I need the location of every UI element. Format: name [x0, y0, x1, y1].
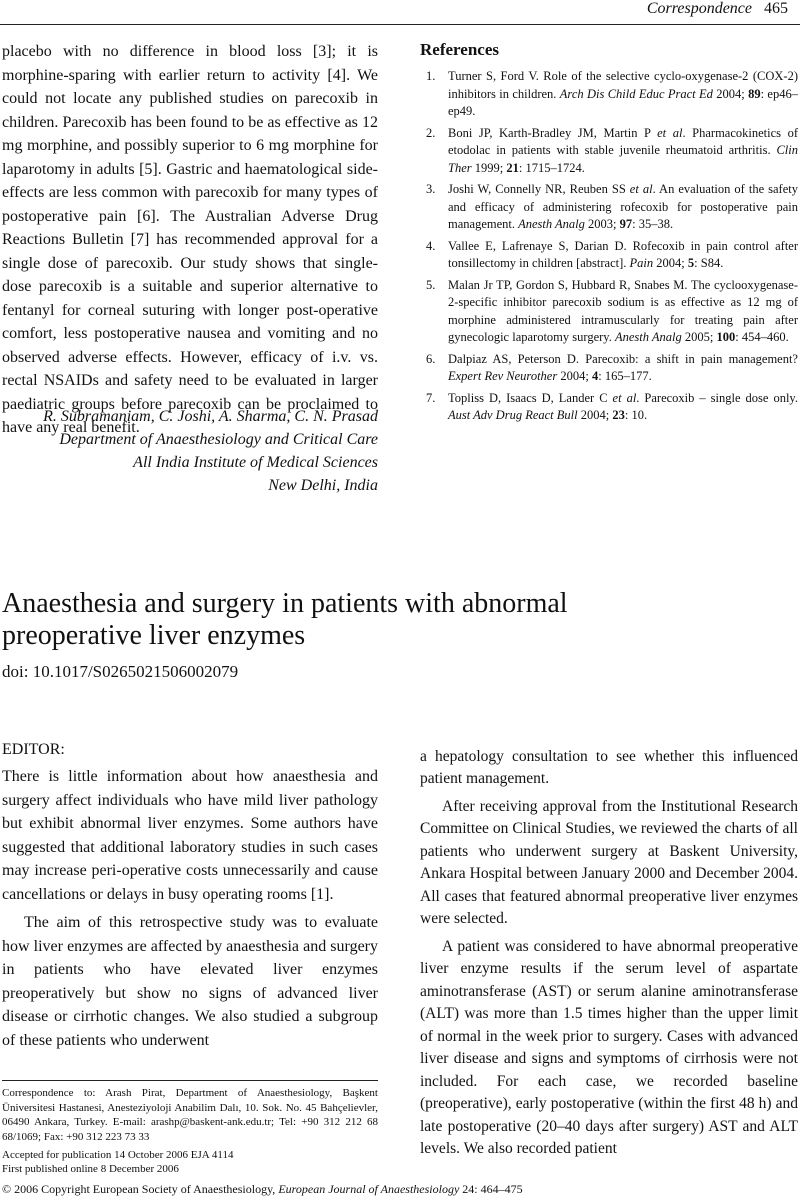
author-names: R. Subramaniam, C. Joshi, A. Sharma, C. N. Prasad [43, 408, 378, 425]
reference-item: 7. Topliss D, Isaacs D, Lander C et al. Parecoxib – single dose only. Aust Adv Drug React Bull 2004; 23: 10. [426, 390, 798, 422]
right-column-body [420, 746, 798, 1160]
references-list [420, 68, 798, 425]
running-header [647, 0, 788, 18]
section-name: Correspondence [646, 0, 752, 17]
body-paragraph: A patient was considered to have abnormal preoperative liver enzyme results if the serum level of aspartate aminotransferase (AST) or serum alanine aminotransferase (ALT) was more than 1.5 times higher than the upper limit of normal in the week prior to surgery. Cases with advanced liver disease and signs and symptoms of cirrhosis were not included. For each case, we recorded baseline (preoperative), early postoperative (within the first 48 h) and late postoperative (20–40 days after surgery) AST and ALT levels. We also recorded patient [420, 937, 798, 1157]
editor-salutation: EDITOR: [2, 741, 65, 758]
affiliation-dept: Department of Anaesthesiology and Critical Care [59, 431, 378, 448]
affiliation-inst: All India Institute of Medical Sciences [133, 454, 378, 471]
copyright-footer: © 2006 Copyright European Society of Anaesthesiology, European Journal of Anaesthesiology 24: 464–475 [2, 1182, 523, 1196]
header-rule [0, 24, 800, 25]
left-column-top [2, 40, 378, 440]
references-title: References [420, 40, 499, 59]
page-number: 465 [764, 0, 788, 17]
reference-item: 1. Turner S, Ford V. Role of the selective cyclo-oxygenase-2 (COX-2) inhibitors in children. Arch Dis Child Educ Pract Ed 2004; 89: ep46–ep49. [426, 69, 798, 118]
reference-item: 4. Vallee E, Lafrenaye S, Darian D. Rofecoxib in pain control after tonsillectomy in children [abstract]. Pain 2004; 5: S84. [426, 238, 798, 270]
reference-item: 2. Boni JP, Karth-Bradley JM, Martin P et al. Pharmacokinetics of etodolac in patients with stable juvenile rheumatoid arthritis. Clin Ther 1999; 21: 1715–1724. [426, 125, 799, 175]
left-column-body [2, 765, 378, 1052]
body-paragraph: a hepatology consultation to see whether this influenced patient management. [420, 748, 798, 788]
accepted-date: Accepted for publication 14 October 2006 EJA 4114 [2, 1149, 234, 1161]
footnote-rule [2, 1080, 378, 1081]
article-title: Anaesthesia and surgery in patients with abnormal preoperative liver enzymes [2, 588, 568, 651]
reference-item: 6. Dalpiaz AS, Peterson D. Parecoxib: a shift in pain management? Expert Rev Neurother 2004; 4: 165–177. [426, 351, 798, 383]
body-paragraph: There is little information about how anaesthesia and surgery affect individuals who have mild liver pathology but exhibit abnormal liver enzymes. Some authors have suggested that additional laboratory studies in such cases may increase peri-operative costs unnecessarily and cause cancellations or delays in busy operating rooms [1]. [2, 768, 378, 903]
correspondence-note: Correspondence to: Arash Pirat, Department of Anaesthesiology, Başkent Üniversitesi Hastanesi, Anesteziyoloji Anabilim Dalı, 10. Sok. No. 45 Bahçelievler, 06490 Ankara, Turkey. E-mail: arashp@baskent-ank.edu.tr; Tel: +90 312 212 68 68/1069; Fax: +90 312 223 73 33 [2, 1087, 378, 1143]
body-paragraph: After receiving approval from the Institutional Research Committee on Clinical Studies, we reviewed the charts of all patients who underwent surgery at Baskent University, Ankara Hospital between January 2000 and December 2004. All cases that featured abnormal preoperative liver enzymes were selected. [420, 797, 798, 928]
article-doi: doi: 10.1017/S0265021506002079 [2, 662, 239, 681]
reference-item: 3. Joshi W, Connelly NR, Reuben SS et al. An evaluation of the safety and efficacy of administering rofecoxib for postoperative pain management. Anesth Analg 2003; 97: 35–38. [426, 182, 798, 231]
affiliation-city: New Delhi, India [268, 477, 378, 494]
references-section [420, 40, 798, 429]
published-date: First published online 8 December 2006 [2, 1163, 179, 1175]
reference-item: 5. Malan Jr TP, Gordon S, Hubbard R, Snabes M. The cyclooxygenase-2-specific inhibitor parecoxib sodium is as effective as 12 mg of morphine administered intramuscularly for treating pain after gynecologic laparotomy surgery. Anesth Analg 2005; 100: 454–460. [426, 277, 798, 344]
continued-paragraph: placebo with no difference in blood loss [3]; it is morphine-sparing with earlier return to activity [4]. We could not locate any published studies on parecoxib in children. Parecoxib has been found to be as effective as 12 mg morphine, and possibly superior to 6 mg morphine for laparotomy in adults [5]. Gastric and haematological side-effects are less common with parecoxib for many types of postoperative pain [6]. The Australian Adverse Drug Reactions Bulletin [7] has recommended approval for a single dose of parecoxib. Our study shows that single-dose parecoxib is a suitable and superior alternative to fentanyl for corneal suturing with longer post-operative comfort, less postoperative nausea and vomiting and no observed adverse effects. However, efficacy of i.v. vs. rectal NSAIDs and safety need to be evaluated in larger paediatric groups before parecoxib can be proclaimed to have any real benefit. [2, 43, 378, 436]
signature-block [2, 405, 378, 497]
body-paragraph: The aim of this retrospective study was to evaluate how liver enzymes are affected by anaesthesia and surgery in patients who have elevated liver enzymes preoperatively but show no signs of advanced liver disease or cirrhotic changes. We also studied a subgroup of these patients who underwent [2, 914, 378, 1049]
